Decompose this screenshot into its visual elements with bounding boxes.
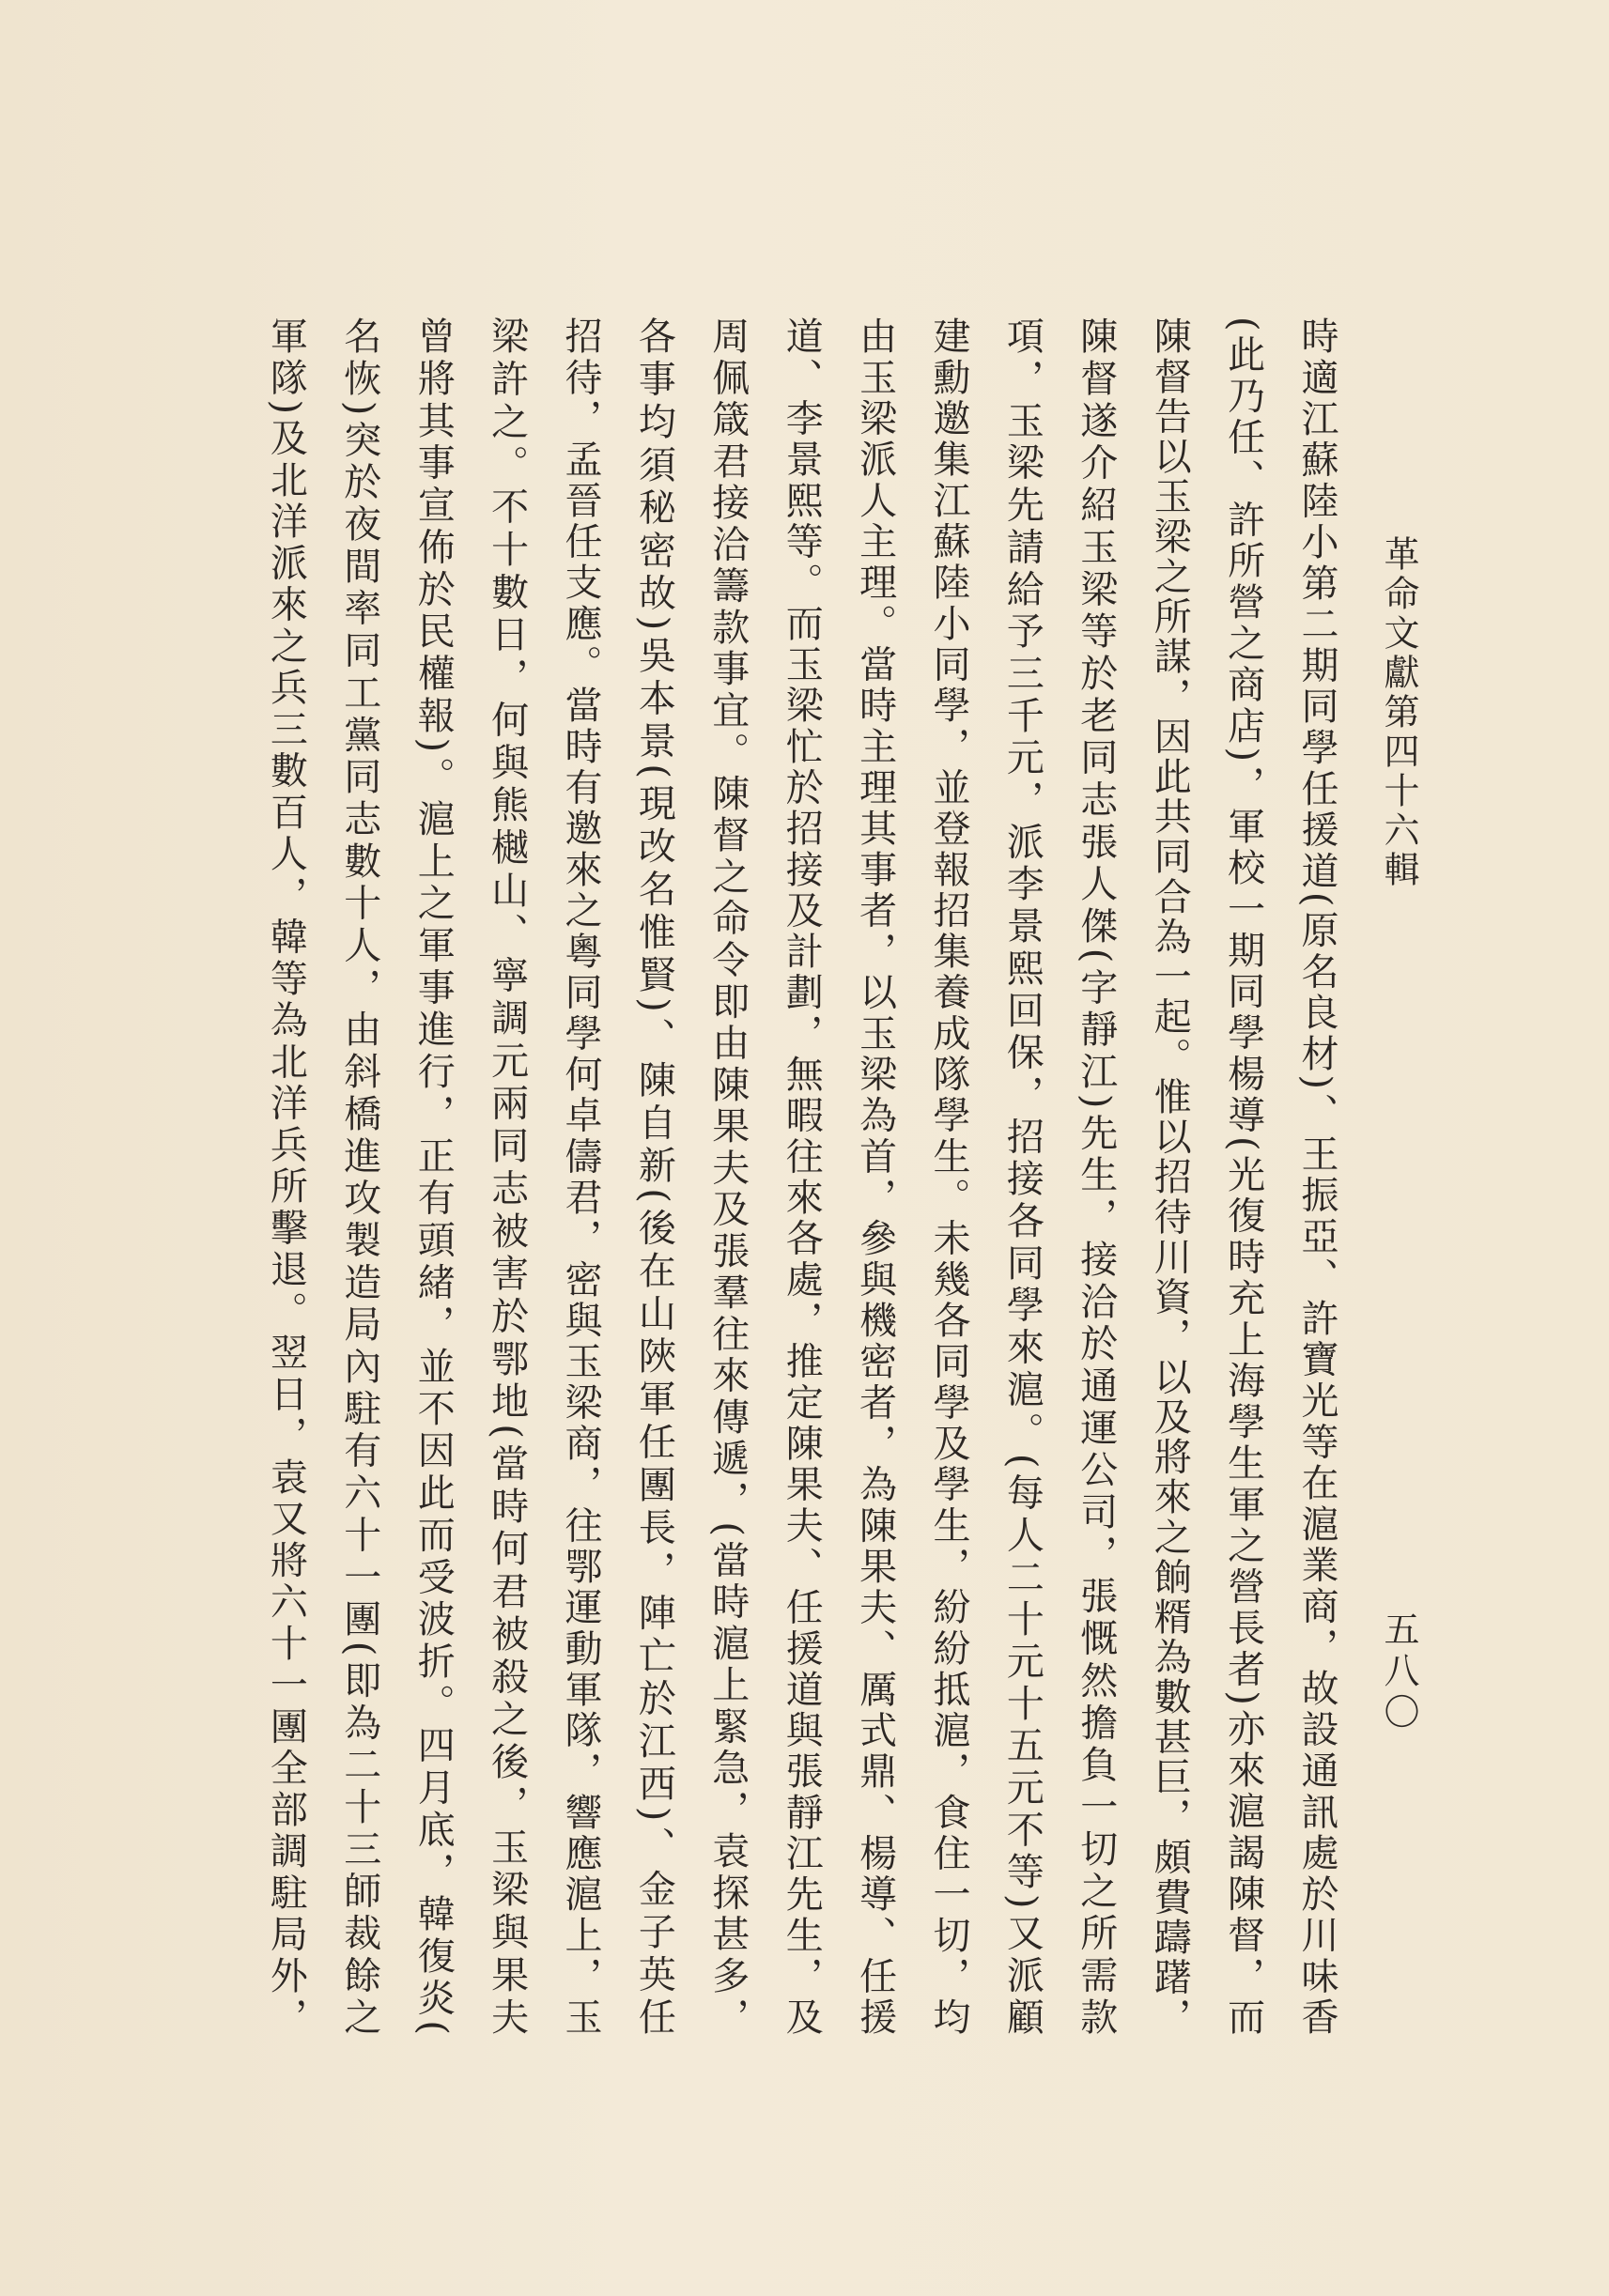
- running-header: 革命文獻第四十六輯: [1378, 535, 1419, 890]
- text-column: (此乃任、許所營之商店)，軍校一期同學楊導(光復時充上海學生軍之營長者)亦來滬謁陳督，而: [1221, 316, 1265, 2035]
- text-column: 周佩箴君接洽籌款事宜。陳督之命令即由陳果夫及張羣往來傳遞，(當時滬上緊急，袁探甚多，: [705, 316, 750, 2035]
- text-column: 陳督遂介紹玉梁等於老同志張人傑(字靜江)先生，接洽於通運公司，張慨然擔負一切之所需款: [1074, 316, 1118, 2035]
- text-column: 各事均須秘密故)吳本景(現改名惟賢)、陳自新(後在山陜軍任團長，陣亡於江西)、金子英任: [632, 316, 676, 2035]
- text-column: 時適江蘇陸小第二期同學任援道(原名良材)、王振亞、許寶光等在滬業商，故設通訊處於川味香: [1295, 316, 1338, 2035]
- text-column: 名恢)突於夜間率同工黨同志數十人，由斜橋進攻製造局內駐有六十一團(即為二十三師裁餘之: [337, 316, 381, 2035]
- text-column: 陳督告以玉梁之所謀，因此共同合為一起。惟以招待川資，以及將來之餉糈為數甚巨，頗費躊躇，: [1148, 316, 1192, 2035]
- text-column: 軍隊)及北洋派來之兵三數百人，韓等為北洋兵所擊退。翌日，袁又將六十一團全部調駐局外，: [264, 316, 308, 2035]
- text-column: 曾將其事宣佈於民權報)。滬上之軍事進行，正有頭緒，並不因此而受波折。四月底，韓復炎(: [411, 316, 456, 2035]
- text-column: 由玉梁派人主理。當時主理其事者，以玉梁為首，參與機密者，為陳果夫、厲式鼎、楊導、任援: [853, 316, 897, 2035]
- text-column: 梁許之。不十數日，何與熊樾山、寧調元兩同志被害於鄂地(當時何君被殺之後，玉梁與果夫: [485, 316, 529, 2035]
- text-column: 建勳邀集江蘇陸小同學，並登報招集養成隊學生。未幾各同學及學生，紛紛抵滬，食住一切，均: [927, 316, 970, 2035]
- text-column: 項，玉梁先請給予三千元，派李景熙回保，招接各同學來滬。(每人二十元十五元不等)又派顧: [1000, 316, 1044, 2035]
- page-number: 五八〇: [1378, 1610, 1419, 1734]
- text-column: 道、李景熙等。而玉梁忙於招接及計劃，無暇往來各處，推定陳果夫、任援道與張靜江先生，及: [780, 316, 824, 2035]
- text-column: 招待，孟晉任支應。當時有邀來之粵同學何卓儔君，密與玉梁商，往鄂運動軍隊，響應滬上，玉: [559, 316, 602, 2035]
